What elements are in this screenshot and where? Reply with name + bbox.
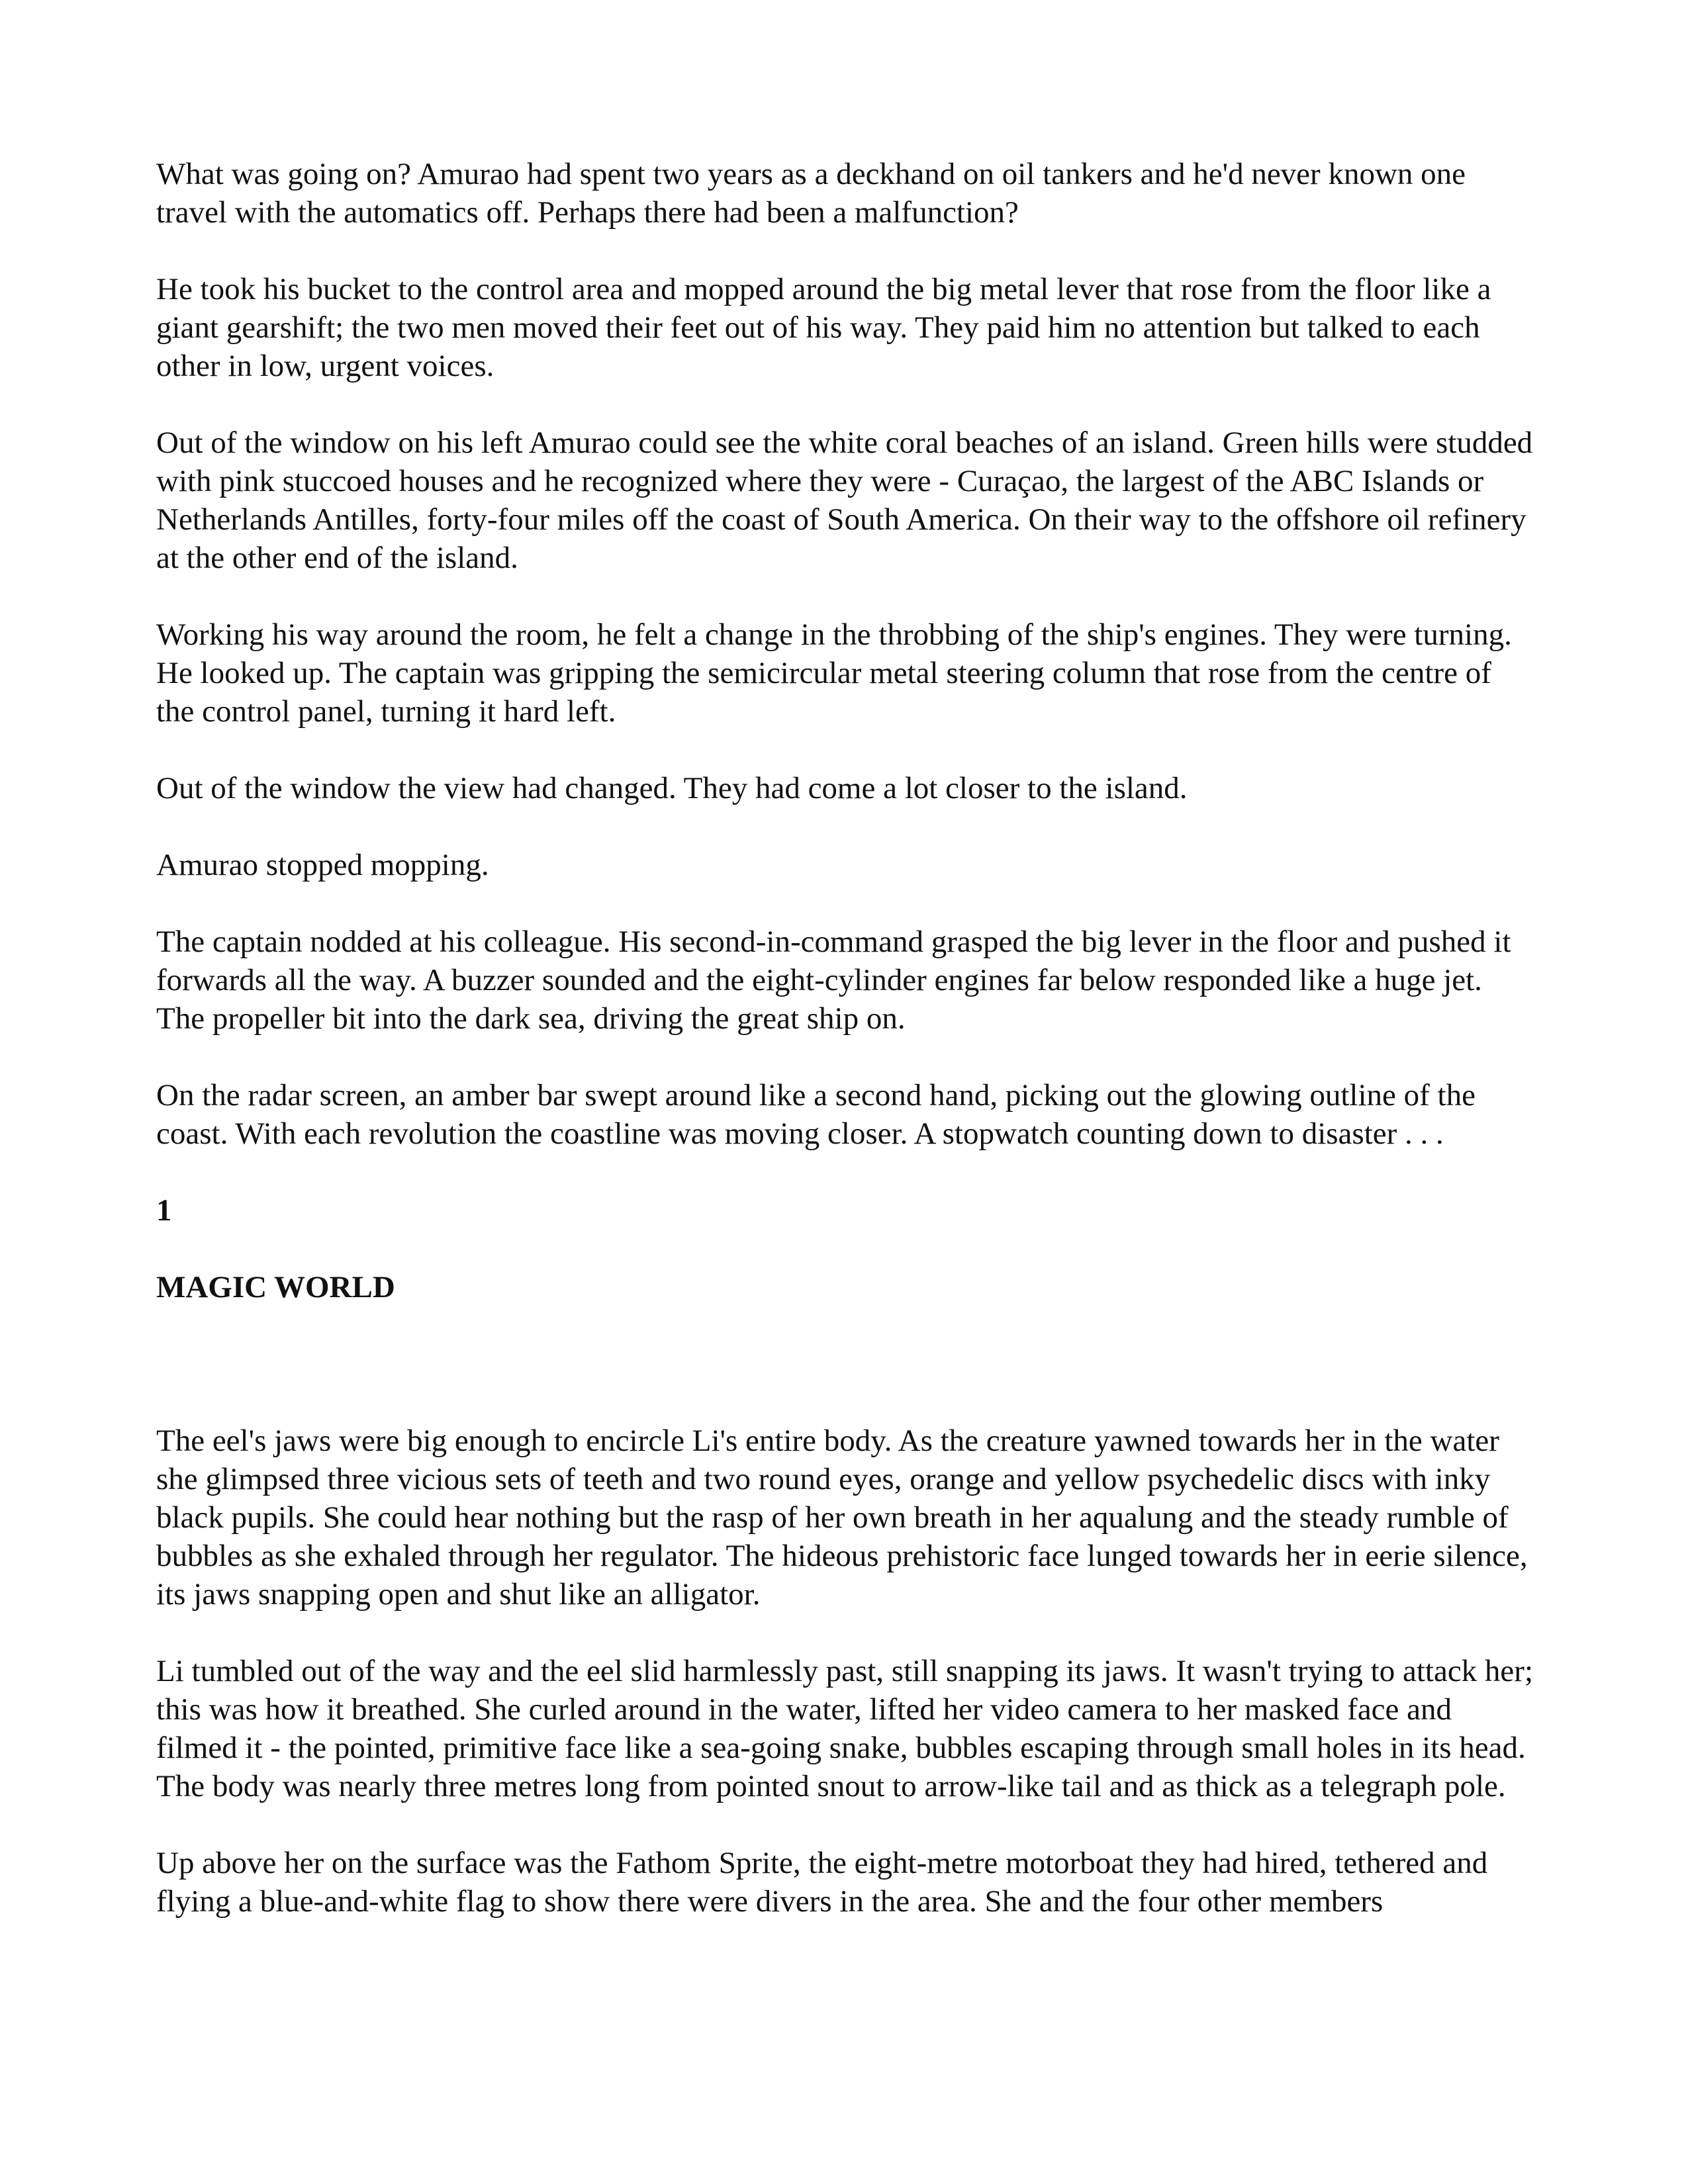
paragraph: Out of the window on his left Amurao could see the white coral beaches of an island. Green hills were studded with pink stuccoed houses and he recognized where they were - Curaçao, the largest of the ABC Islands or Netherlands Antilles, forty-four miles off the coast of South America. On their way to the offshore oil refinery at the other end of the island.	[156, 426, 1533, 575]
paragraph: On the radar screen, an amber bar swept around like a second hand, picking out the glowing outline of the coast. With each revolution the coastline was moving closer. A stopwatch counting down to disaster . . .	[156, 1078, 1476, 1151]
paragraph: Out of the window the view had changed. They had come a lot closer to the island.	[156, 771, 1188, 805]
paragraph: Working his way around the room, he felt a change in the throbbing of the ship's engines. They were turning. He looked up. The captain was gripping the semicircular metal steering column that rose from the centre of the control panel, turning it hard left.	[156, 617, 1512, 729]
chapter-title: MAGIC WORLD	[156, 1270, 395, 1304]
paragraph: Up above her on the surface was the Fathom Sprite, the eight-metre motorboat they had hired, tethered and flying a blue-and-white flag to show there were divers in the area. She and the four other members	[156, 1846, 1488, 1919]
paragraph: Amurao stopped mopping.	[156, 848, 489, 882]
paragraph: He took his bucket to the control area and mopped around the big metal lever that rose from the floor like a giant gearshift; the two men moved their feet out of his way. They paid him no attention but talked to each other in low, urgent voices.	[156, 272, 1491, 383]
document-body	[156, 155, 1533, 1959]
paragraph: What was going on? Amurao had spent two years as a deckhand on oil tankers and he'd never known one travel with the automatics off. Perhaps there had been a malfunction?	[156, 157, 1466, 230]
paragraph: The eel's jaws were big enough to encircle Li's entire body. As the creature yawned towards her in the water she glimpsed three vicious sets of teeth and two round eyes, orange and yellow psychedelic discs with inky black pupils. She could hear nothing but the rasp of her own breath in her aqualung and the steady rumble of bubbles as she exhaled through her regulator. The hideous prehistoric face lunged towards her in eerie silence, its jaws snapping open and shut like an alligator.	[156, 1424, 1528, 1612]
chapter-number: 1	[156, 1193, 172, 1228]
paragraph: The captain nodded at his colleague. His second-in-command grasped the big lever in the floor and pushed it forwards all the way. A buzzer sounded and the eight-cylinder engines far below responded like a huge jet. The propeller bit into the dark sea, driving the great ship on.	[156, 925, 1511, 1036]
paragraph: Li tumbled out of the way and the eel slid harmlessly past, still snapping its jaws. It wasn't trying to attack her; this was how it breathed. She curled around in the water, lifted her video camera to her masked face and filmed it - the pointed, primitive face like a sea-going snake, bubbles escaping through small holes in its head. The body was nearly three metres long from pointed snout to arrow-like tail and as thick as a telegraph pole.	[156, 1654, 1534, 1803]
